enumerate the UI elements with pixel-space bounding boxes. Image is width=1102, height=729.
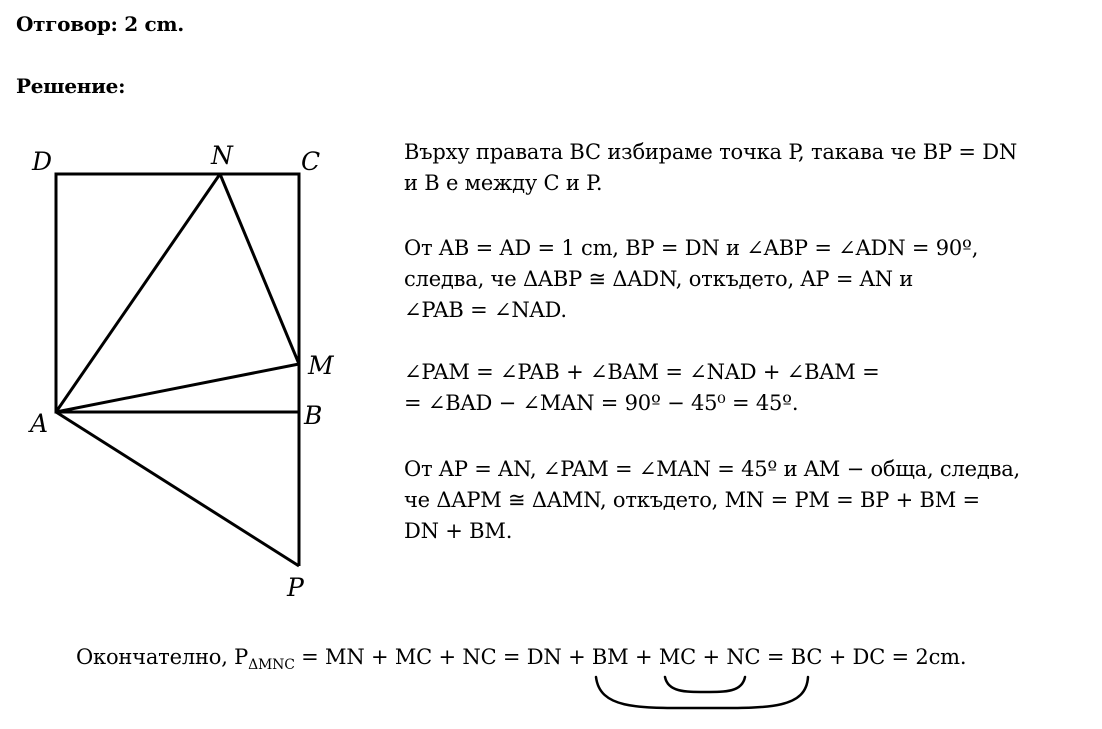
label-m: M — [308, 351, 334, 380]
segment-nm — [220, 174, 299, 364]
text-line: = ∠BAD − ∠MAN = 90º − 45⁰ = 45º. — [404, 391, 799, 415]
final-prefix: Окончателно, P — [76, 645, 249, 669]
geometry-figure — [0, 120, 360, 620]
solution-paragraph-2 — [404, 233, 978, 326]
label-p: P — [287, 573, 304, 602]
label-a: A — [30, 409, 49, 438]
label-b: B — [304, 401, 323, 430]
text-line: и B е между C и P. — [404, 171, 603, 195]
solution-paragraph-4 — [404, 454, 1020, 547]
text-line: следва, че ΔABP ≅ ΔADN, откъдето, AP = AN и — [404, 267, 914, 291]
label-n: N — [211, 141, 233, 170]
solution-paragraph-1 — [404, 137, 1017, 199]
segment-an — [56, 174, 220, 412]
final-rest: = MN + MC + NC = DN + BM + MC + NC = BC + DC = 2cm. — [294, 645, 967, 669]
solution-title: Решение: — [16, 74, 126, 98]
segment-am — [56, 364, 299, 412]
label-c: C — [301, 147, 321, 176]
text-line: ∠PAM = ∠PAB + ∠BAM = ∠NAD + ∠BAM = — [404, 360, 880, 384]
text-line: Върху правата BC избираме точка P, такава че BP = DN — [404, 140, 1018, 164]
inner-brace — [665, 677, 745, 692]
segment-ap — [56, 412, 299, 566]
solution-paragraph-3 — [404, 357, 879, 419]
square-abcd — [56, 174, 299, 412]
grouping-braces — [0, 660, 1102, 729]
text-line: От AB = AD = 1 cm, BP = DN и ∠ABP = ∠ADN = 90º, — [404, 236, 979, 260]
text-line: че ΔAPM ≅ ΔAMN, откъдето, MN = PM = BP + BM = — [404, 488, 980, 512]
text-line: ∠PAB = ∠NAD. — [404, 298, 567, 322]
text-line: От AP = AN, ∠PAM = ∠MAN = 45º и AM − обща, следва, — [404, 457, 1021, 481]
text-line: DN + BM. — [404, 519, 513, 543]
final-subscript: ΔMNC — [248, 657, 295, 674]
label-d: D — [32, 147, 53, 176]
answer-line: Отговор: 2 cm. — [16, 12, 184, 36]
